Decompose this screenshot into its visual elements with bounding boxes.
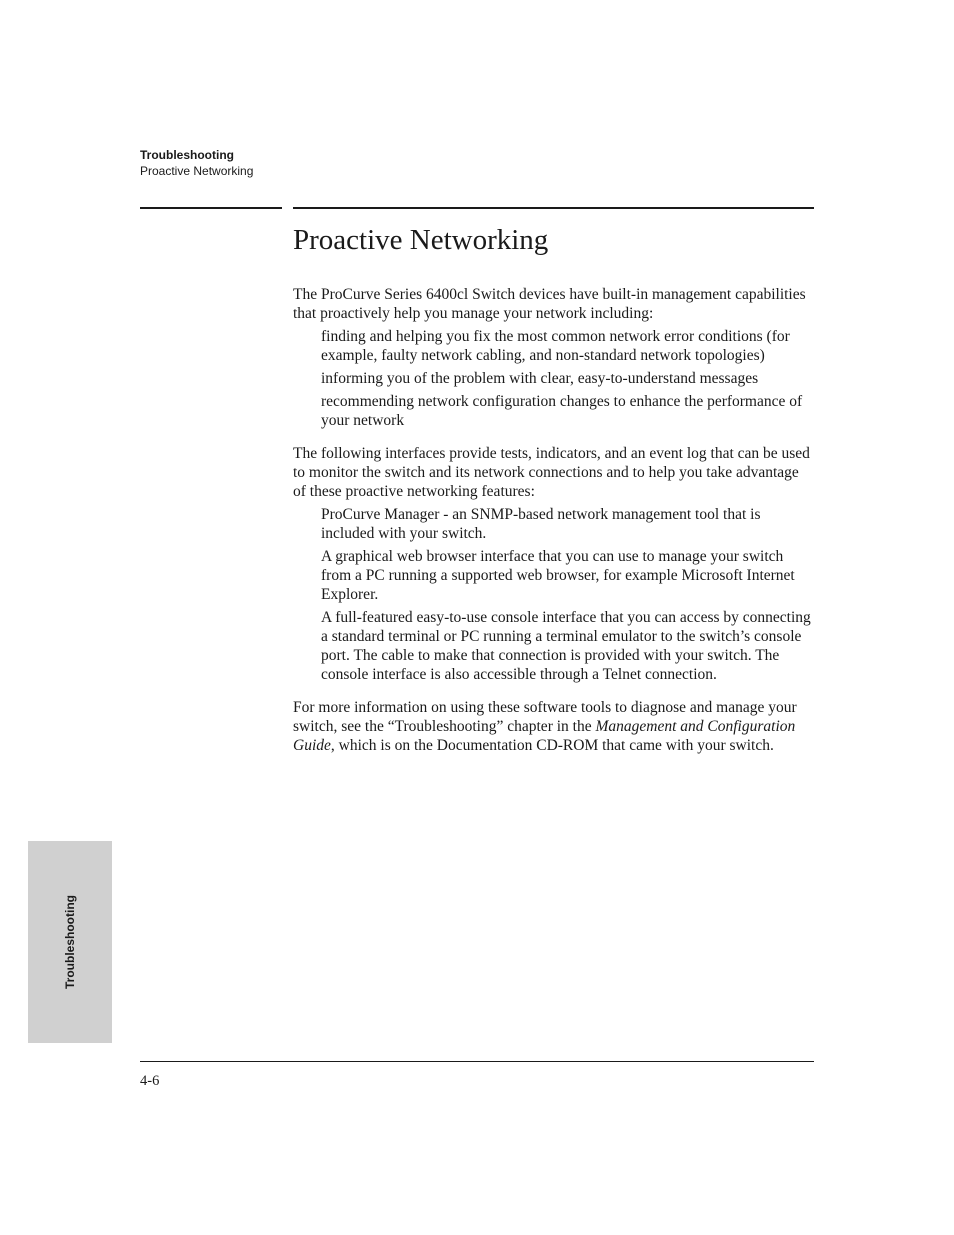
list-item: finding and helping you fix the most common network error conditions (for example, faulty network cabling, and non-standard network topologies)	[321, 328, 790, 364]
page-number: 4-6	[140, 1073, 160, 1089]
list-item: A graphical web browser interface that you can use to manage your switch from a PC running a supported web browser, for example Microsoft Internet Explorer.	[321, 548, 795, 603]
more-info-text: For more information on using these software tools to diagnose and manage your switch, see the “Troubleshooting” chapter in the	[293, 699, 797, 735]
running-head	[140, 147, 253, 179]
page-title: Proactive Networking	[293, 224, 549, 256]
header-rule-right	[293, 207, 814, 209]
list-item: A full-featured easy-to-use console interface that you can access by connecting a standard terminal or PC running a terminal emulator to the switch’s console port. The cable to make that connection is provided with your switch. The console interface is also accessible through a Telnet connection.	[321, 609, 811, 683]
side-tab-label: Troubleshooting	[63, 895, 77, 989]
guide-title: Management and Configuration Guide	[293, 718, 796, 754]
main-content	[293, 285, 815, 755]
footer-rule	[140, 1061, 814, 1062]
list-item: ProCurve Manager - an SNMP-based network management tool that is included with your switch.	[321, 506, 761, 542]
interfaces-list	[293, 505, 815, 684]
list-item: recommending network configuration changes to enhance the performance of your network	[321, 393, 803, 429]
chapter-side-tab	[28, 841, 112, 1043]
list-item: informing you of the problem with clear, easy-to-understand messages	[321, 370, 759, 387]
running-head-section: Proactive Networking	[140, 164, 254, 178]
interfaces-paragraph: The following interfaces provide tests, indicators, and an event log that can be used to monitor the switch and its network connections and to help you take advantage of these proactive networking features:	[293, 445, 810, 500]
more-info-paragraph	[293, 698, 815, 755]
more-info-text-end: , which is on the Documentation CD-ROM that came with your switch.	[330, 737, 774, 754]
intro-paragraph: The ProCurve Series 6400cl Switch devices have built-in management capabilities that proactively help you manage your network including:	[293, 286, 806, 322]
running-head-chapter: Troubleshooting	[140, 148, 234, 162]
capabilities-list	[293, 327, 815, 430]
header-rule-left	[140, 207, 282, 209]
